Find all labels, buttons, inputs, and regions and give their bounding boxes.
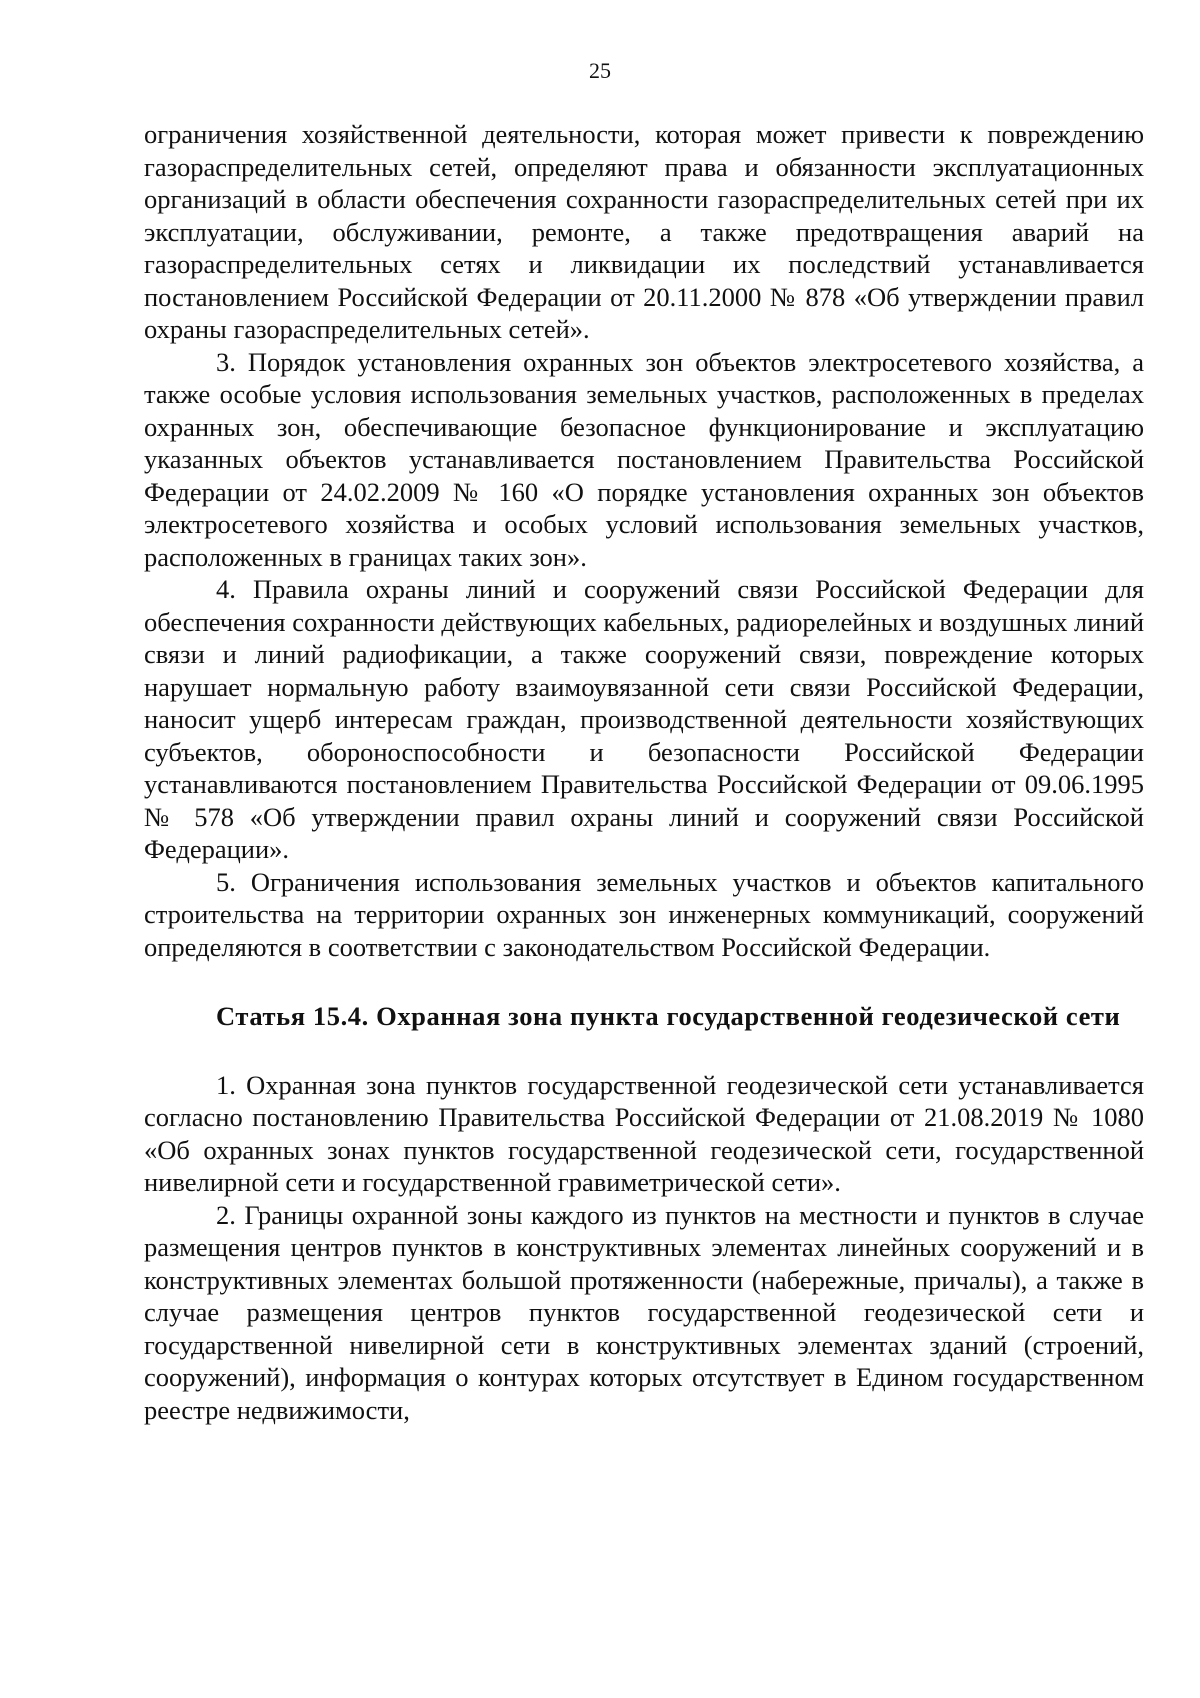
page-number: 25 — [589, 58, 611, 83]
paragraph-item-5: 5. Ограничения использования земельных участков и объектов капитального строительства на территории охранных зон инженерных коммуникаций, сооружений определяются в соответствии с законодательством Российской Федерации. — [144, 866, 1144, 962]
paragraph-continuation: ограничения хозяйственной деятельности, которая может привести к повреждению газораспределительных сетей, определяют права и обязанности эксплуатационных организаций в области обеспечения сохранности газораспределительных сетей при их эксплуатации, обслуживании, ремонте, а также предотвращения аварий на газораспределительных сетях и ликвидации их последствий устанавливается постановлением Российской Федерации от 20.11.2000 № 878 «Об утверждении правил охраны газораспределительных сетей». — [144, 119, 1144, 344]
document-body — [144, 118, 1144, 1426]
article-heading: Статья 15.4. Охранная зона пункта государственной геодезической сети — [216, 1001, 1121, 1031]
article-paragraph-1: 1. Охранная зона пунктов государственной геодезической сети устанавливается согласно постановлению Правительства Российской Федерации от 21.08.2019 № 1080 «Об охранных зонах пунктов государственной геодезической сети, государственной нивелирной сети и государственной гравиметрической сети». — [144, 1069, 1144, 1197]
paragraph-item-3: 3. Порядок установления охранных зон объектов электросетевого хозяйства, а также особые условия использования земельных участков, расположенных в пределах охранных зон, обеспечивающие безопасное функционирование и эксплуатацию указанных объектов устанавливается постановлением Правительства Российской Федерации от 24.02.2009 № 160 «О порядке установления охранных зон объектов электросетевого хозяйства и особых условий использования земельных участков, расположенных в границах таких зон». — [144, 346, 1144, 572]
paragraph-item-4: 4. Правила охраны линий и сооружений связи Российской Федерации для обеспечения сохранности действующих кабельных, радиорелейных и воздушных линий связи и линий радиофикации, а также сооружений связи, повреждение которых нарушает нормальную работу взаимоувязанной сети связи Российской Федерации, наносит ущерб интересам граждан, производственной деятельности хозяйствующих субъектов, обороноспособности и безопасности Российской Федерации устанавливаются постановлением Правительства Российской Федерации от 09.06.1995 № 578 «Об утверждении правил охраны линий и сооружений связи Российской Федерации». — [144, 574, 1144, 864]
article-paragraph-2: 2. Границы охранной зоны каждого из пунктов на местности и пунктов в случае размещения центров пунктов в конструктивных элементах линейных сооружений и в конструктивных элементах большой протяженности (набережные, причалы), а также в случае размещения центров пунктов государственной геодезической сети и государственной нивелирной сети в конструктивных элементах зданий (строений, сооружений), информация о контурах которых отсутствует в Едином государственном реестре недвижимости, — [144, 1199, 1144, 1425]
